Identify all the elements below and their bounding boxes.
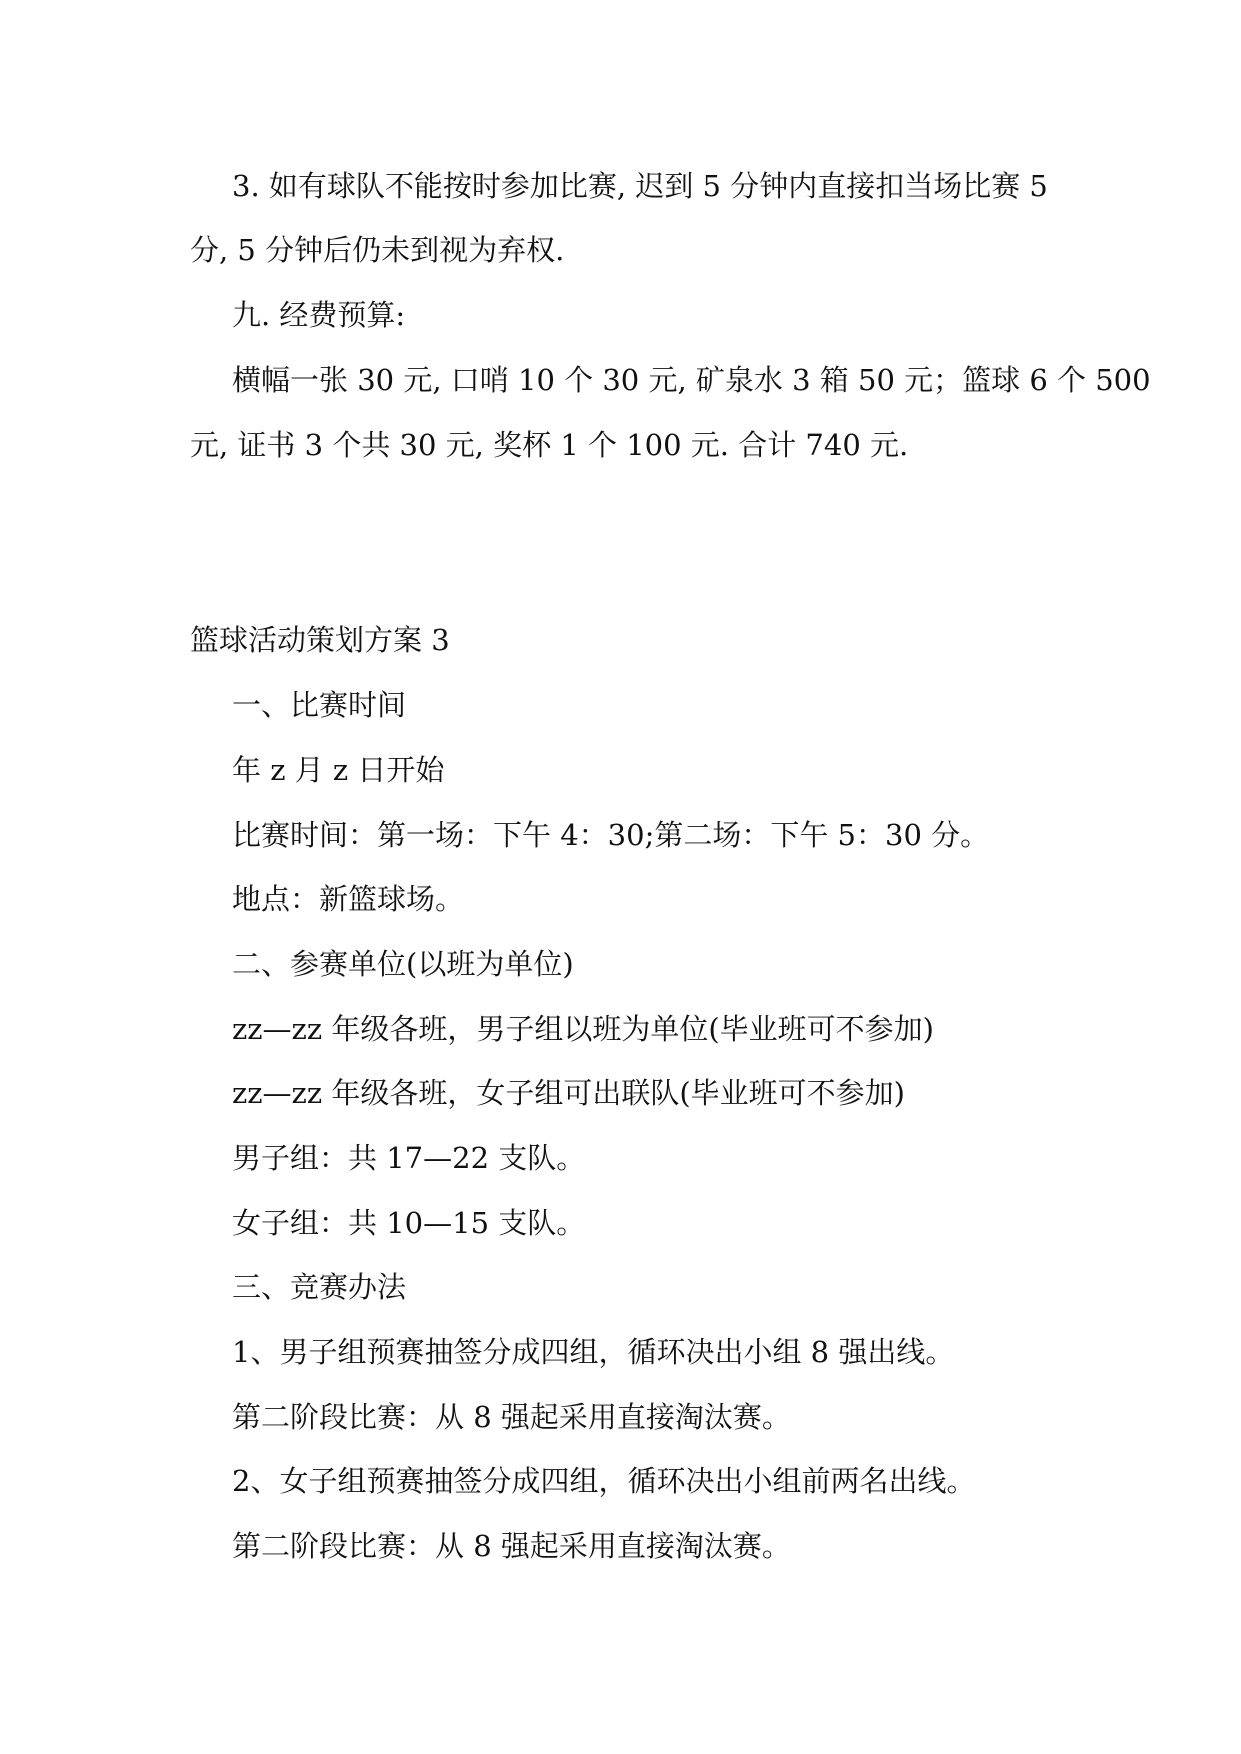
boys-team-count: 男子组：共 17—22 支队。 [232,1141,586,1175]
boys-second-stage: 第二阶段比赛：从 8 强起采用直接淘汰赛。 [232,1400,791,1434]
budget-heading: 九. 经费预算: [232,298,406,332]
budget-line-1: 横幅一张 30 元, 口哨 10 个 30 元, 矿泉水 3 箱 50 元；篮球 6 个 500 [232,363,1151,397]
girls-participants: zz—zz 年级各班，女子组可出联队(毕业班可不参加) [232,1076,905,1110]
budget-line-2: 元, 证书 3 个共 30 元, 奖杯 1 个 100 元. 合计 740 元. [190,428,909,462]
boys-preliminary-rule: 1、男子组预赛抽签分成四组，循环决出小组 8 强出线。 [232,1335,955,1369]
boys-participants: zz—zz 年级各班，男子组以班为单位(毕业班可不参加) [232,1012,934,1046]
girls-team-count: 女子组：共 10—15 支队。 [232,1206,586,1240]
venue: 地点：新篮球场。 [232,882,465,916]
rule-3-line-2: 分, 5 分钟后仍未到视为弃权. [190,233,565,267]
section-2-heading: 二、参赛单位(以班为单位) [232,947,574,981]
match-times: 比赛时间：第一场：下午 4：30;第二场：下午 5：30 分。 [232,818,990,852]
section-3-heading: 三、竞赛办法 [232,1270,407,1304]
rule-3-line-1: 3. 如有球队不能按时参加比赛, 迟到 5 分钟内直接扣当场比赛 5 [232,169,1048,203]
section-1-heading: 一、比赛时间 [232,688,407,722]
plan-3-title: 篮球活动策划方案 3 [190,623,450,657]
girls-second-stage: 第二阶段比赛：从 8 强起采用直接淘汰赛。 [232,1529,791,1563]
start-date: 年 z 月 z 日开始 [232,753,445,787]
girls-preliminary-rule: 2、女子组预赛抽签分成四组，循环决出小组前两名出线。 [232,1464,976,1498]
